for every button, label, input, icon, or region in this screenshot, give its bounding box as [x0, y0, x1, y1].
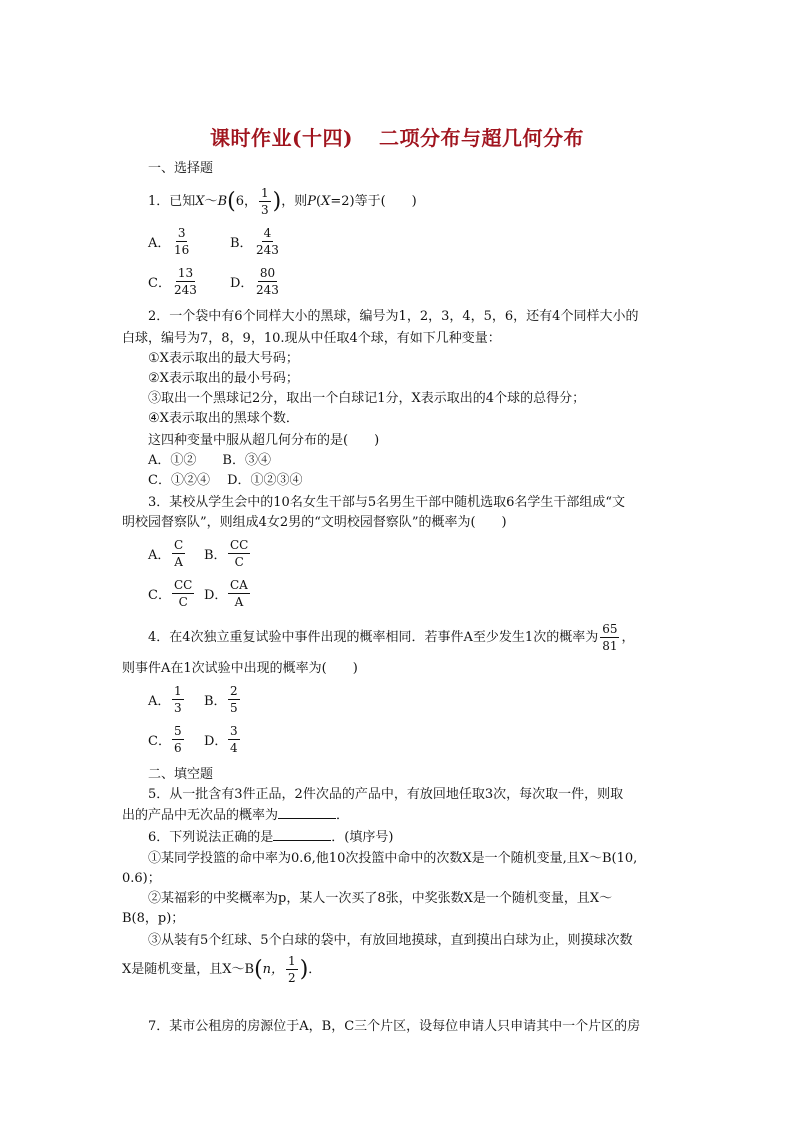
question-2-item-2: ②X表示取出的最小号码；: [148, 371, 299, 386]
question-5-line-2: 出的产品中无次品的概率为 ．: [122, 808, 350, 823]
question-7-line-1: 7．某市公租房的房源位于A，B，C三个片区，设每位申请人只申请其中一个片区的房: [148, 1019, 641, 1034]
question-3-options-cd: C． $\frac{CC}{C}$ D． $\frac{CA}{A}$: [148, 578, 248, 609]
title-part-2: 二项分布与超几何分布: [378, 126, 584, 150]
question-2-item-4: ④X表示取出的黑球个数．: [148, 411, 299, 426]
question-6-item-2: ②某福彩的中奖概率为p，某人一次买了8张，中奖张数X是一个随机变量，且X～: [148, 891, 613, 906]
question-4-line-2: 则事件A在1次试验中出现的概率为( ): [122, 661, 358, 676]
question-2-question: 这四种变量中服从超几何分布的是( ): [148, 433, 380, 448]
question-2-options-ab: A．①② B．③④: [148, 453, 271, 468]
title-part-1: 课时作业(十四): [210, 126, 353, 150]
question-6-stem: 6．下列说法正确的是 ．(填序号): [148, 830, 394, 845]
q1-fraction: $\frac{1}{3}$: [261, 186, 269, 217]
question-6-item-3: ③从装有5个红球、5个白球的袋中，有放回地摸球，直到摸出白球为止，则摸球次数: [148, 933, 633, 948]
page-title: [0, 122, 794, 151]
question-4-line-1: 4．在4次独立重复试验中事件出现的概率相同．若事件A至少发生1次的概率为 $\frac{65}{81}$ ，: [148, 622, 635, 653]
question-4-options-cd: C． $\frac{5}{6}$ D． $\frac{3}{4}$: [148, 724, 238, 755]
question-6-item-1-cont: 0.6)；: [122, 871, 161, 886]
question-6-item-3-cont: X是随机变量，且X～B ( n， $\frac{1}{2}$ ) ．: [122, 954, 322, 985]
question-2-line-1: 2．一个袋中有6个同样大小的黑球，编号为1，2，3，4，5，6，还有4个同样大小的: [148, 309, 639, 324]
question-1-options-ab: A． $\frac{3}{16}$ B． $\frac{4}{243}$: [148, 226, 279, 257]
question-3-line-1: 3．某校从学生会中的10名女生干部与5名男生干部中随机选取6名学生干部组成“文: [148, 495, 626, 510]
answer-blank[interactable]: [278, 806, 336, 819]
question-2-options-cd: C．①②④ D．①②③④: [148, 473, 303, 488]
question-1-stem: 1．已知 X ～ B ( 6， $\frac{1}{3}$ ) ，则 P ( X =2)等于( ): [148, 186, 417, 217]
question-3-options-ab: A． $\frac{C}{A}$ B． $\frac{CC}{C}$: [148, 538, 249, 569]
answer-blank[interactable]: [273, 828, 331, 841]
section-fill-heading: 二、填空题: [148, 767, 214, 782]
question-3-line-2: 明校园督察队”，则组成4女2男的“文明校园督察队”的概率为( ): [122, 515, 507, 530]
question-4-options-ab: A． $\frac{1}{3}$ B． $\frac{2}{5}$: [148, 684, 238, 715]
question-6-item-1: ①某同学投篮的命中率为0.6,他10次投篮中命中的次数X是一个随机变量,且X～B(10,: [148, 851, 638, 866]
question-2-item-1: ①X表示取出的最大号码；: [148, 351, 299, 366]
question-1-options-cd: C． $\frac{13}{243}$ D． $\frac{80}{243}$: [148, 266, 279, 297]
question-5-line-1: 5．从一批含有3件正品，2件次品的产品中，有放回地任取3次，每次取一件，则取: [148, 787, 624, 802]
question-2-line-2: 白球，编号为7，8，9，10.现从中任取4个球，有如下几种变量：: [122, 331, 501, 346]
question-2-item-3: ③取出一个黑球记2分，取出一个白球记1分，X表示取出的4个球的总得分；: [148, 391, 586, 406]
question-6-item-2-cont: B(8，p)；: [122, 911, 185, 926]
section-choice-heading: 一、选择题: [148, 161, 214, 176]
q4-fraction: $\frac{65}{81}$: [602, 622, 618, 653]
